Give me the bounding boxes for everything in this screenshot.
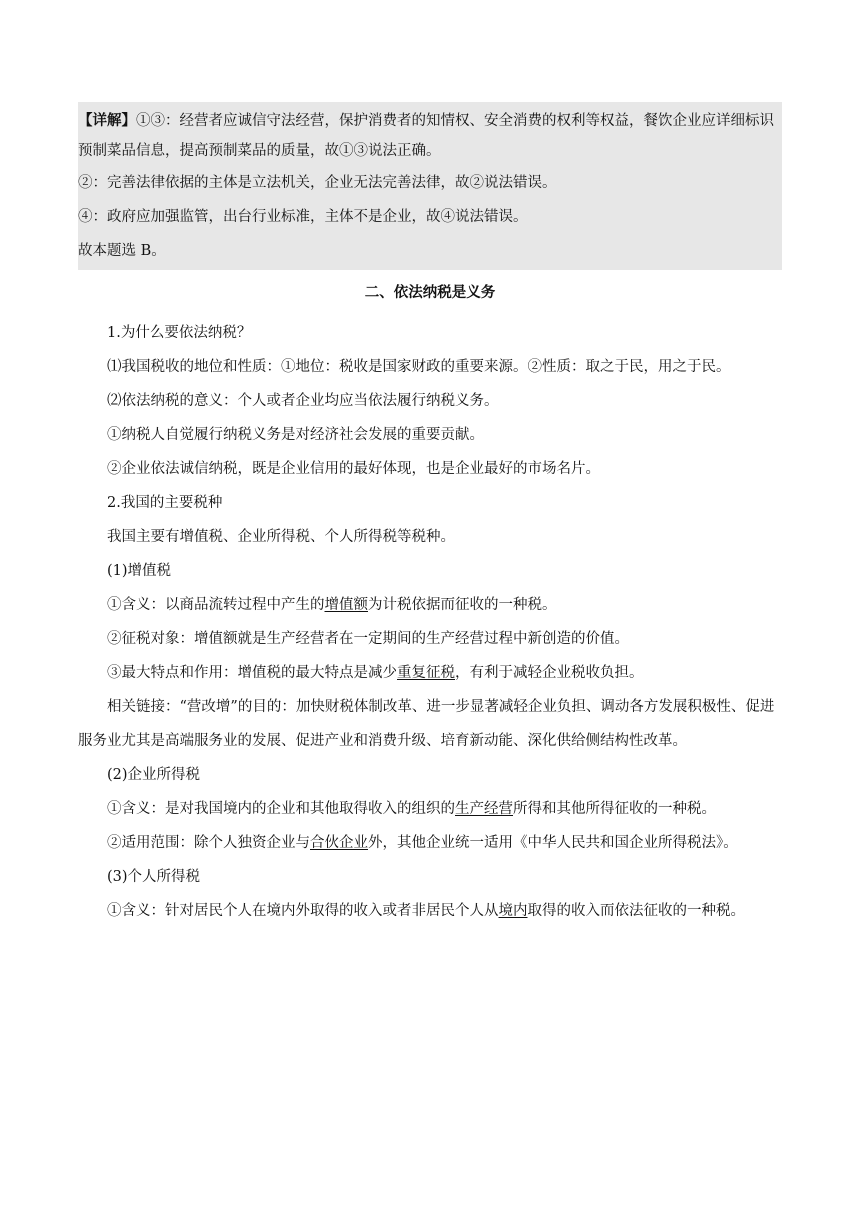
iit-definition <box>78 894 782 928</box>
answer-explanation-box <box>78 102 782 270</box>
vat-feature-underlined: 重复征税 <box>397 665 455 681</box>
cit-scope <box>78 826 782 860</box>
answer-line-1-text: ①③：经营者应诚信守法经营，保护消费者的知情权、安全消费的权利等权益，餐饮企业应详细标识预制菜品信息，提高预制菜品的质量，故①③说法正确。 <box>78 113 774 159</box>
answer-line-3: ④：政府应加强监管，出台行业标准，主体不是企业，故④说法错误。 <box>78 209 528 225</box>
cit-definition-underlined: 生产经营 <box>455 801 513 817</box>
paragraph-enterprise-tax: ②企业依法诚信纳税，既是企业信用的最好体现，也是企业最好的市场名片。 <box>107 461 600 477</box>
cit-title: (2)企业所得税 <box>107 767 201 783</box>
iit-definition-text-b: 取得的收入而依法征收的一种税。 <box>527 903 745 919</box>
question-2: 2.我国的主要税种 <box>107 495 223 511</box>
vat-feature <box>78 656 782 690</box>
vat-title: (1)增值税 <box>107 563 172 579</box>
related-link: 相关链接：“营改增”的目的：加快财税体制改革、进一步显著减轻企业负担、调动各方发展积极性、促进服务业尤其是高端服务业的发展、促进产业和消费升级、培育新动能、深化供给侧结构性改革。 <box>78 699 775 749</box>
section-body <box>78 316 782 928</box>
iit-title: (3)个人所得税 <box>107 869 201 885</box>
vat-feature-text-b: ，有利于减轻企业税收负担。 <box>455 665 644 681</box>
cit-scope-text-a: ②适用范围：除个人独资企业与 <box>107 835 310 851</box>
vat-definition-text-b: 为计税依据而征收的一种税。 <box>368 597 557 613</box>
cit-definition-text-b: 所得和其他所得征收的一种税。 <box>513 801 716 817</box>
question-1: 1.为什么要依法纳税？ <box>107 325 252 341</box>
cit-scope-text-b: 外，其他企业统一适用《中华人民共和国企业所得税法》。 <box>368 835 738 851</box>
answer-line-4: 故本题选 B。 <box>78 243 166 259</box>
vat-definition-underlined: 增值额 <box>324 597 368 613</box>
cit-definition <box>78 792 782 826</box>
vat-feature-text-a: ③最大特点和作用：增值税的最大特点是减少 <box>107 665 397 681</box>
iit-definition-text-a: ①含义：针对居民个人在境内外取得的收入或者非居民个人从 <box>107 903 499 919</box>
vat-object: ②征税对象：增值额就是生产经营者在一定期间的生产经营过程中新创造的价值。 <box>107 631 629 647</box>
paragraph-tax-significance: ⑵依法纳税的意义：个人或者企业均应当依法履行纳税义务。 <box>107 393 499 409</box>
answer-line-1 <box>78 106 782 166</box>
paragraph-main-taxes: 我国主要有增值税、企业所得税、个人所得税等税种。 <box>107 529 455 545</box>
section-title: 二、依法纳税是义务 <box>364 285 496 301</box>
cit-definition-text-a: ①含义：是对我国境内的企业和其他取得收入的组织的 <box>107 801 455 817</box>
answer-line-2: ②：完善法律依据的主体是立法机关，企业无法完善法律，故②说法错误。 <box>78 175 557 191</box>
paragraph-tax-status: ⑴我国税收的地位和性质：①地位：税收是国家财政的重要来源。②性质：取之于民，用之于民。 <box>107 359 731 375</box>
vat-definition <box>78 588 782 622</box>
document-page <box>78 102 782 928</box>
paragraph-taxpayer-duty: ①纳税人自觉履行纳税义务是对经济社会发展的重要贡献。 <box>107 427 484 443</box>
cit-scope-underlined: 合伙企业 <box>310 835 368 851</box>
vat-definition-text-a: ①含义：以商品流转过程中产生的 <box>107 597 325 613</box>
iit-definition-underlined: 境内 <box>498 903 528 919</box>
answer-tag: 【详解】 <box>78 112 136 129</box>
